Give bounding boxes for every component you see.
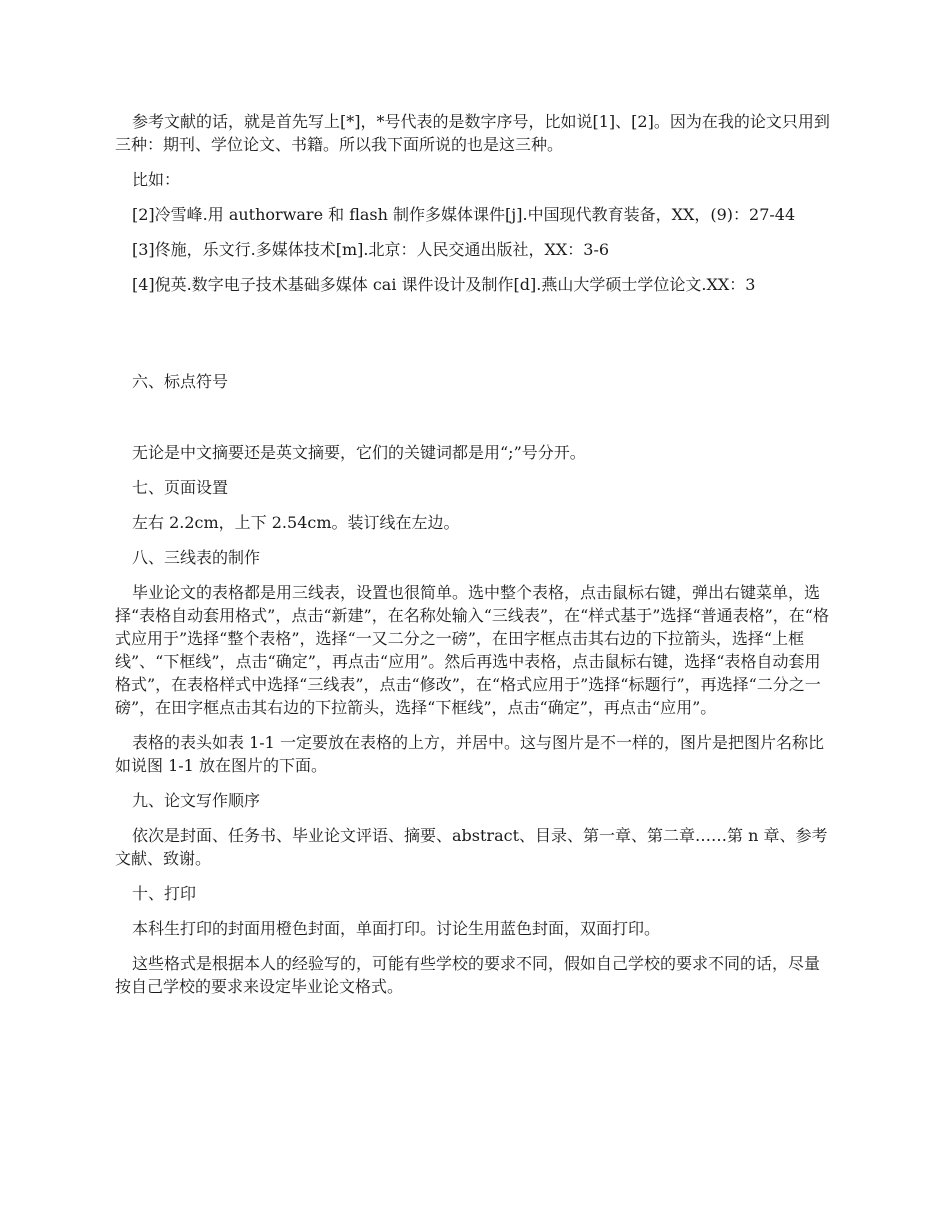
section-heading-writing-order: 九、论文写作顺序 [132, 791, 261, 810]
reference-item-2: [2]冷雪峰.用 authorware 和 flash 制作多媒体课件[j].中国现代教育装备，XX，(9)：27-44 [132, 205, 796, 224]
paragraph-writing-order: 依次是封面、任务书、毕业论文评语、摘要、abstract、目录、第一章、第二章……第 n 章、参考文献、致谢。 [115, 826, 828, 868]
reference-item-3: [3]佟施，乐文行.多媒体技术[m].北京：人民交通出版社，XX：3-6 [132, 240, 610, 259]
paragraph-closing-note: 这些格式是根据本人的经验写的，可能有些学校的要求不同，假如自己学校的要求不同的话，尽量按自己学校的要求来设定毕业论文格式。 [115, 954, 821, 996]
paragraph-keywords-separator: 无论是中文摘要还是英文摘要，它们的关键词都是用“;”号分开。 [132, 443, 586, 462]
spacer [115, 405, 831, 441]
paragraph-margins: 左右 2.2cm，上下 2.54cm。装订线在左边。 [132, 513, 460, 532]
paragraph-example-label: 比如： [132, 170, 181, 189]
paragraph-references-intro: 参考文献的话，就是首先写上[*]，*号代表的是数字序号，比如说[1]、[2]。因为在我的论文只用到三种：期刊、学位论文、书籍。所以我下面所说的也是这三种。 [115, 112, 830, 154]
spacer [115, 308, 831, 370]
paragraph-printing-rules: 本科生打印的封面用橙色封面，单面打印。讨论生用蓝色封面，双面打印。 [132, 919, 661, 938]
section-heading-page-setup: 七、页面设置 [132, 478, 229, 497]
reference-item-4: [4]倪英.数字电子技术基础多媒体 cai 课件设计及制作[d].燕山大学硕士学位论文.XX：3 [132, 275, 756, 294]
section-heading-printing: 十、打印 [132, 884, 197, 903]
paragraph-table-caption-rule: 表格的表头如表 1-1 一定要放在表格的上方，并居中。这与图片是不一样的，图片是把图片名称比如说图 1-1 放在图片的下面。 [115, 733, 824, 775]
paragraph-three-line-table-steps: 毕业论文的表格都是用三线表，设置也很简单。选中整个表格，点击鼠标右键，弹出右键菜单，选择“表格自动套用格式”，点击“新建”，在名称处输入“三线表”，在“样式基于”选择“普通表格”，在“格式应用于”选择“整个表格”，选择“一又二分之一磅”，在田字框点击其右边的下拉箭头，选择“上框线”、“下框线”，点击“确定”，再点击“应用”。然后再选中表格，点击鼠标右键，选择“表格自动套用格式”，在表格样式中选择“三线表”，点击“修改”，在“格式应用于”选择“标题行”，再选择“二分之一磅”，在田字框点击其右边的下拉箭头，选择“下框线”，点击“确定”，再点击“应用”。 [115, 583, 829, 717]
section-heading-three-line-table: 八、三线表的制作 [132, 548, 261, 567]
section-heading-punctuation: 六、标点符号 [132, 372, 229, 391]
document-page [115, 110, 831, 1010]
